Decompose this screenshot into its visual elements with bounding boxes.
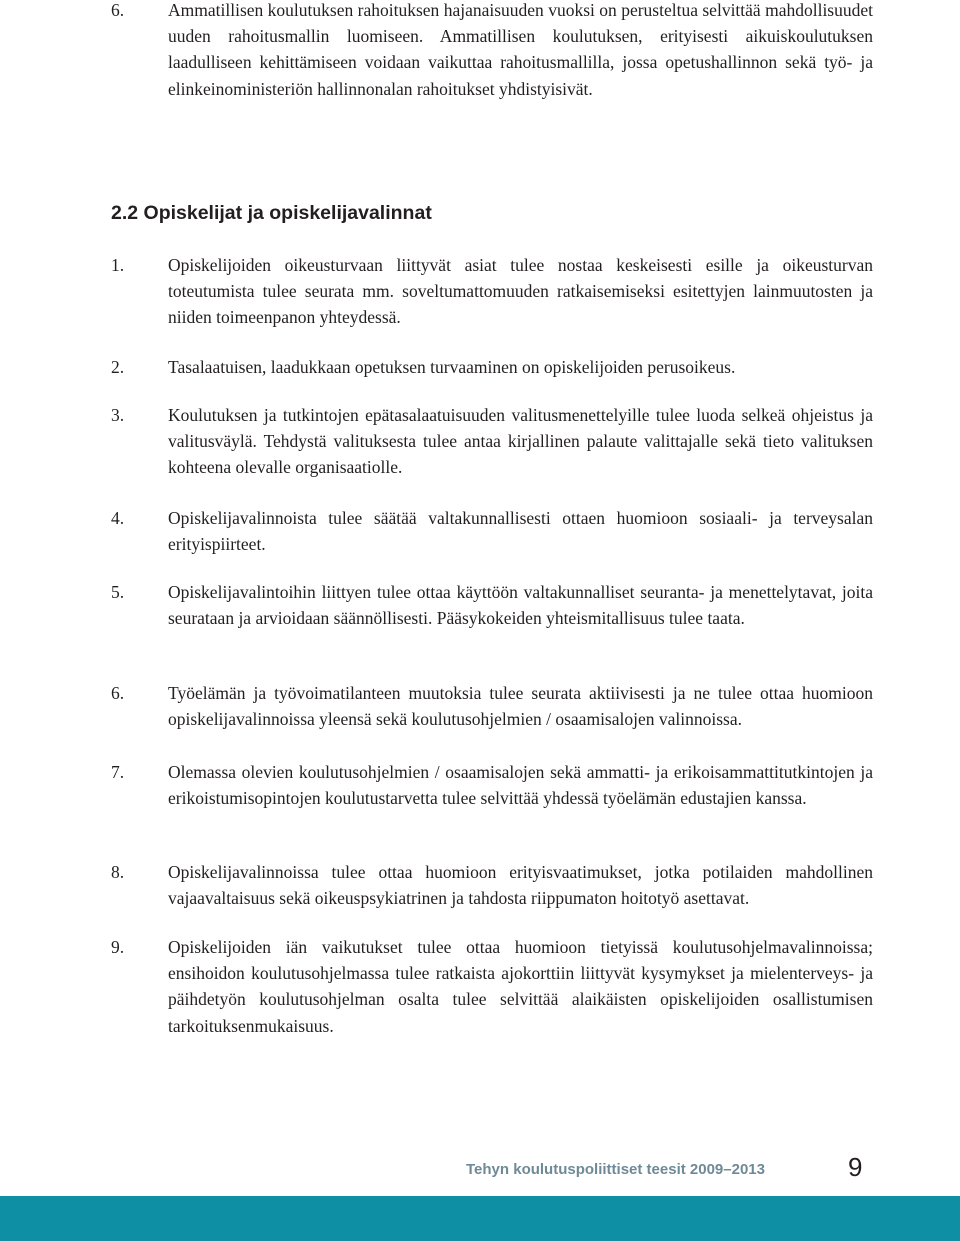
list-item-number: 8.: [111, 862, 125, 882]
list-item-text: Opiskelijoiden iän vaikutukset tulee ottaa huomioon tietyissä koulutusohjelmavalinnoissa; ensihoidon koulutusohjelmassa tulee ratkaista ajokorttiin liittyvät kysymykset ja mielenterveys- ja päihdetyön koulutusohjelman osalta tulee selvittää alaikäisten opiskelijoiden osallistumisen tarkoituksenmukaisuus.: [168, 937, 873, 1036]
list-item-number: 3.: [111, 405, 125, 425]
list-item-text: Tasalaatuisen, laadukkaan opetuksen turvaaminen on opiskelijoiden perusoikeus.: [168, 357, 736, 377]
footer-bar: [0, 1196, 960, 1241]
list-item-text: Koulutuksen ja tutkintojen epätasalaatuisuuden valitusmenettelyille tulee luoda selkeä ohjeistus ja valitusväylä. Tehdystä valituksesta tulee antaa kirjallinen palaute valittajalle sekä tieto valituksen kohteena olevalle organisaatiolle.: [168, 405, 873, 478]
footer-title: Tehyn koulutuspoliittiset teesit 2009–2013: [466, 1161, 765, 1178]
list-item-number: 2.: [111, 357, 125, 377]
list-item-text: Opiskelijavalinnoissa tulee ottaa huomioon erityisvaatimukset, jotka potilaiden mahdollinen vajaavaltaisuus sekä oikeuspsykiatrinen ja tahdosta riippumaton hoitotyö asettavat.: [168, 862, 873, 909]
list-item-text: Työelämän ja työvoimatilanteen muutoksia tulee seurata aktiivisesti ja ne tulee ottaa huomioon opiskelijavalinnoissa yleensä sekä koulutusohjelmien / osaamisalojen valinnoissa.: [168, 683, 873, 730]
list-item-text: Olemassa olevien koulutusohjelmien / osaamisalojen sekä ammatti- ja erikoisammattitutkintojen ja erikoistumisopintojen koulutustarvetta tulee selvittää yhdessä työelämän edustajien kanssa.: [168, 762, 873, 809]
section-heading: 2.2 Opiskelijat ja opiskelijavalinnat: [111, 202, 432, 224]
list-item-number: 5.: [111, 582, 125, 602]
list-item-text: Ammatillisen koulutuksen rahoituksen hajanaisuuden vuoksi on perusteltua selvittää mahdollisuudet uuden rahoitusmallin luomiseen. Ammatillisen koulutuksen, erityisesti aikuiskoulutuksen laadulliseen kehittämiseen voidaan vaikuttaa rahoitusmallilla, jossa opetushallinnon sekä työ- ja elinkeinoministeriön hallinnonalan rahoitukset yhdistyisivät.: [168, 0, 873, 99]
list-item-number: 6.: [111, 683, 125, 703]
list-item-number: 9.: [111, 937, 125, 957]
list-item-number: 1.: [111, 255, 125, 275]
list-item-text: Opiskelijoiden oikeusturvaan liittyvät asiat tulee nostaa keskeisesti esille ja oikeusturvan toteutumista tulee seurata mm. soveltumattomuuden ratkaisemiseksi esitettyjen lainmuutosten ja niiden toimeenpanon yhteydessä.: [168, 255, 873, 328]
list-item-text: Opiskelijavalinnoista tulee säätää valtakunnallisesti ottaen huomioon sosiaali- ja terveysalan erityispiirteet.: [168, 508, 873, 555]
list-item-text: Opiskelijavalintoihin liittyen tulee ottaa käyttöön valtakunnalliset seuranta- ja menettelytavat, joita seurataan ja arvioidaan säännöllisesti. Pääsykokeiden yhteismitallisuus tulee taata.: [168, 582, 873, 629]
list-item-number: 6.: [111, 0, 125, 20]
list-item-number: 4.: [111, 508, 125, 528]
list-item-number: 7.: [111, 762, 125, 782]
page-number: 9: [848, 1152, 863, 1182]
